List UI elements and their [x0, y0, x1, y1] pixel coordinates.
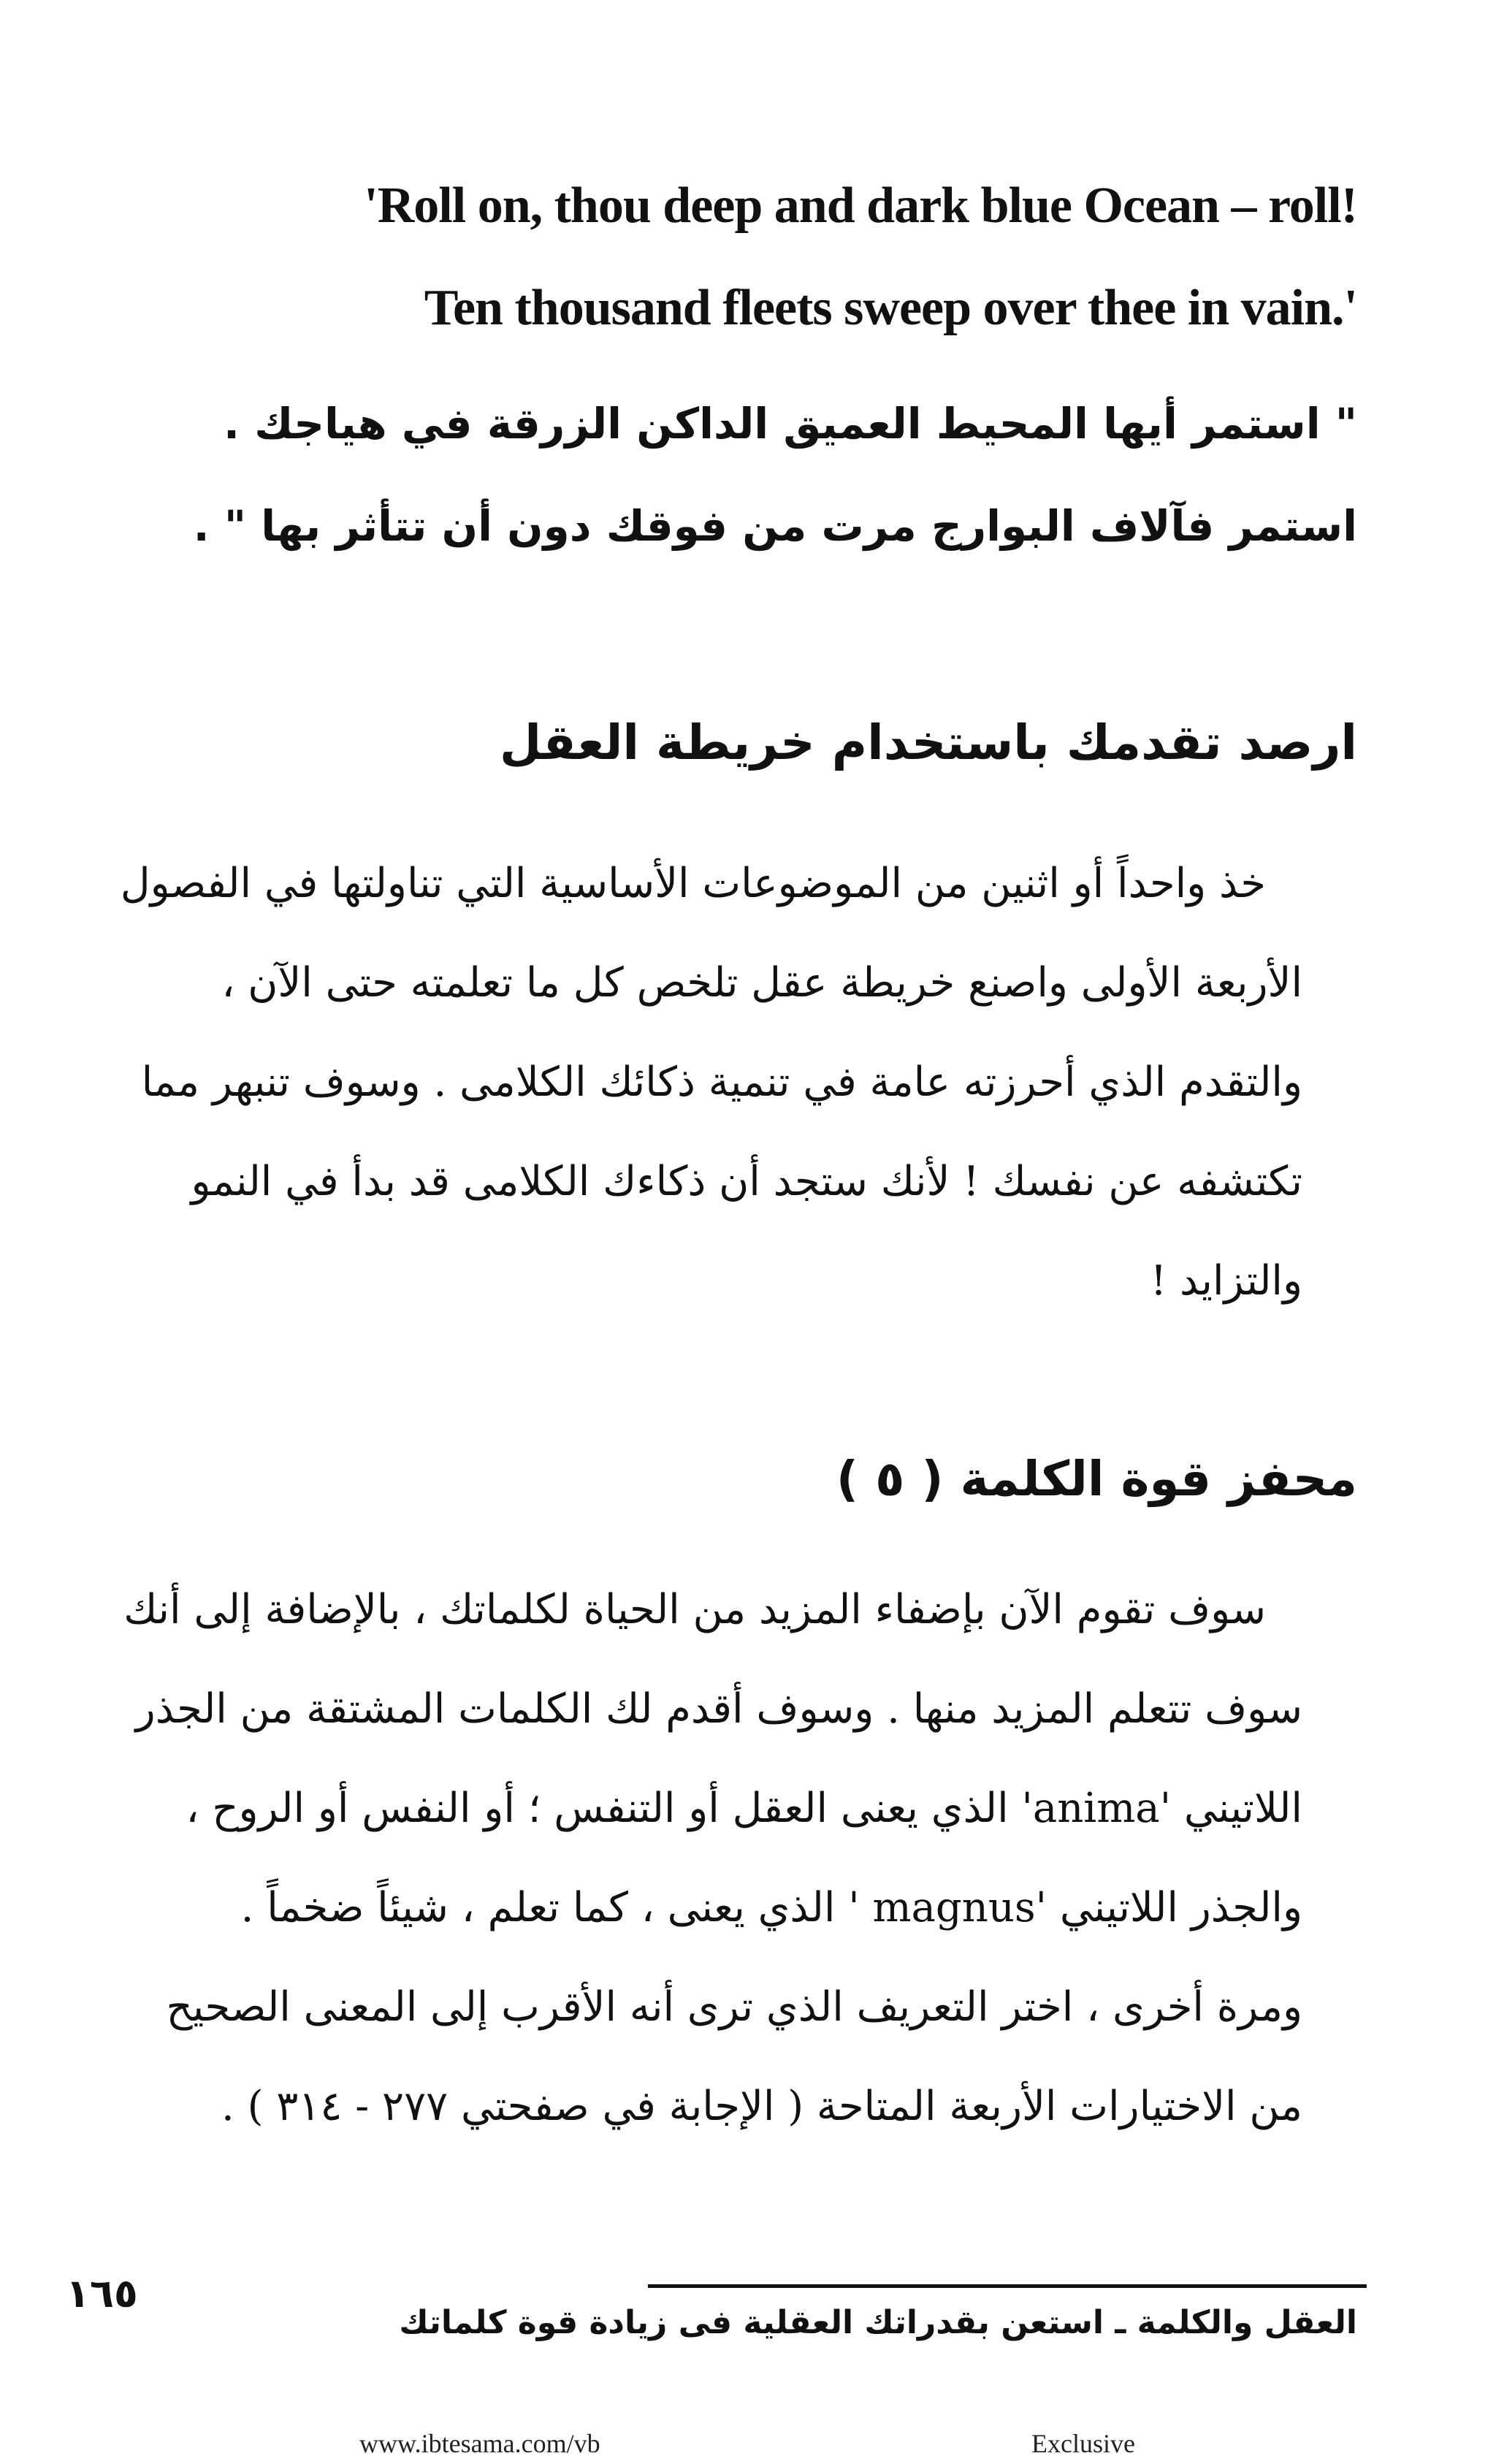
- english-poem-line-2: Ten thousand fleets sweep over thee in vain.': [424, 280, 1357, 336]
- paragraph-line: تكتشفه عن نفسك ! لأنك ستجد أن ذكاءك الكلامى قد بدأ في النمو: [191, 1158, 1302, 1205]
- arabic-poem-line-1: " استمر أيها المحيط العميق الداكن الزرقة في هياجك .: [223, 399, 1357, 449]
- page-number: ١٦٥: [66, 2270, 138, 2316]
- running-footer-title: العقل والكلمة ـ استعن بقدراتك العقلية فى زيادة قوة كلماتك: [399, 2304, 1357, 2341]
- footer-divider: [648, 2284, 1367, 2288]
- word-power-paragraph: [123, 1560, 1302, 2156]
- paragraph-line: والجذر اللاتيني 'magnus ' الذي يعنى ، كما تعلم ، شيئاً ضخماً .: [240, 1884, 1302, 1931]
- section-heading-word-power: محفز قوة الكلمة ( ٥ ): [836, 1451, 1357, 1507]
- mind-map-paragraph: [120, 834, 1302, 1331]
- paragraph-line: خذ واحداً أو اثنين من الموضوعات الأساسية التي تناولتها في الفصول: [120, 860, 1266, 907]
- arabic-poem-translation: [188, 373, 1357, 577]
- paragraph-line: والتقدم الذي أحرزته عامة في تنمية ذكائك الكلامى . وسوف تنبهر مما: [141, 1059, 1302, 1106]
- english-poem-line-1: 'Roll on, thou deep and dark blue Ocean – roll!: [364, 178, 1357, 234]
- section-heading-mind-map: ارصد تقدمك باستخدام خريطة العقل: [499, 714, 1357, 771]
- paragraph-line: سوف تقوم الآن بإضفاء المزيد من الحياة لكلماتك ، بالإضافة إلى أنك: [123, 1586, 1266, 1633]
- paragraph-line: ومرة أخرى ، اختر التعريف الذي ترى أنه الأقرب إلى المعنى الصحيح: [166, 1983, 1302, 2031]
- english-poem-quote: [262, 155, 1357, 359]
- exclusive-tag: Exclusive: [1031, 2429, 1135, 2458]
- source-url: www.ibtesama.com/vb: [359, 2429, 600, 2458]
- paragraph-line: من الاختيارات الأربعة المتاحة ( الإجابة في صفحتي ٢٧٧ - ٣١٤ ) .: [221, 2083, 1302, 2130]
- paragraph-line: سوف تتعلم المزيد منها . وسوف أقدم لك الكلمات المشتقة من الجذر: [135, 1685, 1302, 1733]
- arabic-poem-line-2: استمر فآلاف البوارج مرت من فوقك دون أن تتأثر بها " .: [193, 501, 1357, 551]
- paragraph-line: الأربعة الأولى واصنع خريطة عقل تلخص كل ما تعلمته حتى الآن ،: [221, 959, 1302, 1007]
- paragraph-line: والتزايد !: [1150, 1257, 1302, 1305]
- paragraph-line: اللاتيني 'anima' الذي يعنى العقل أو التنفس ؛ أو النفس أو الروح ،: [186, 1785, 1302, 1832]
